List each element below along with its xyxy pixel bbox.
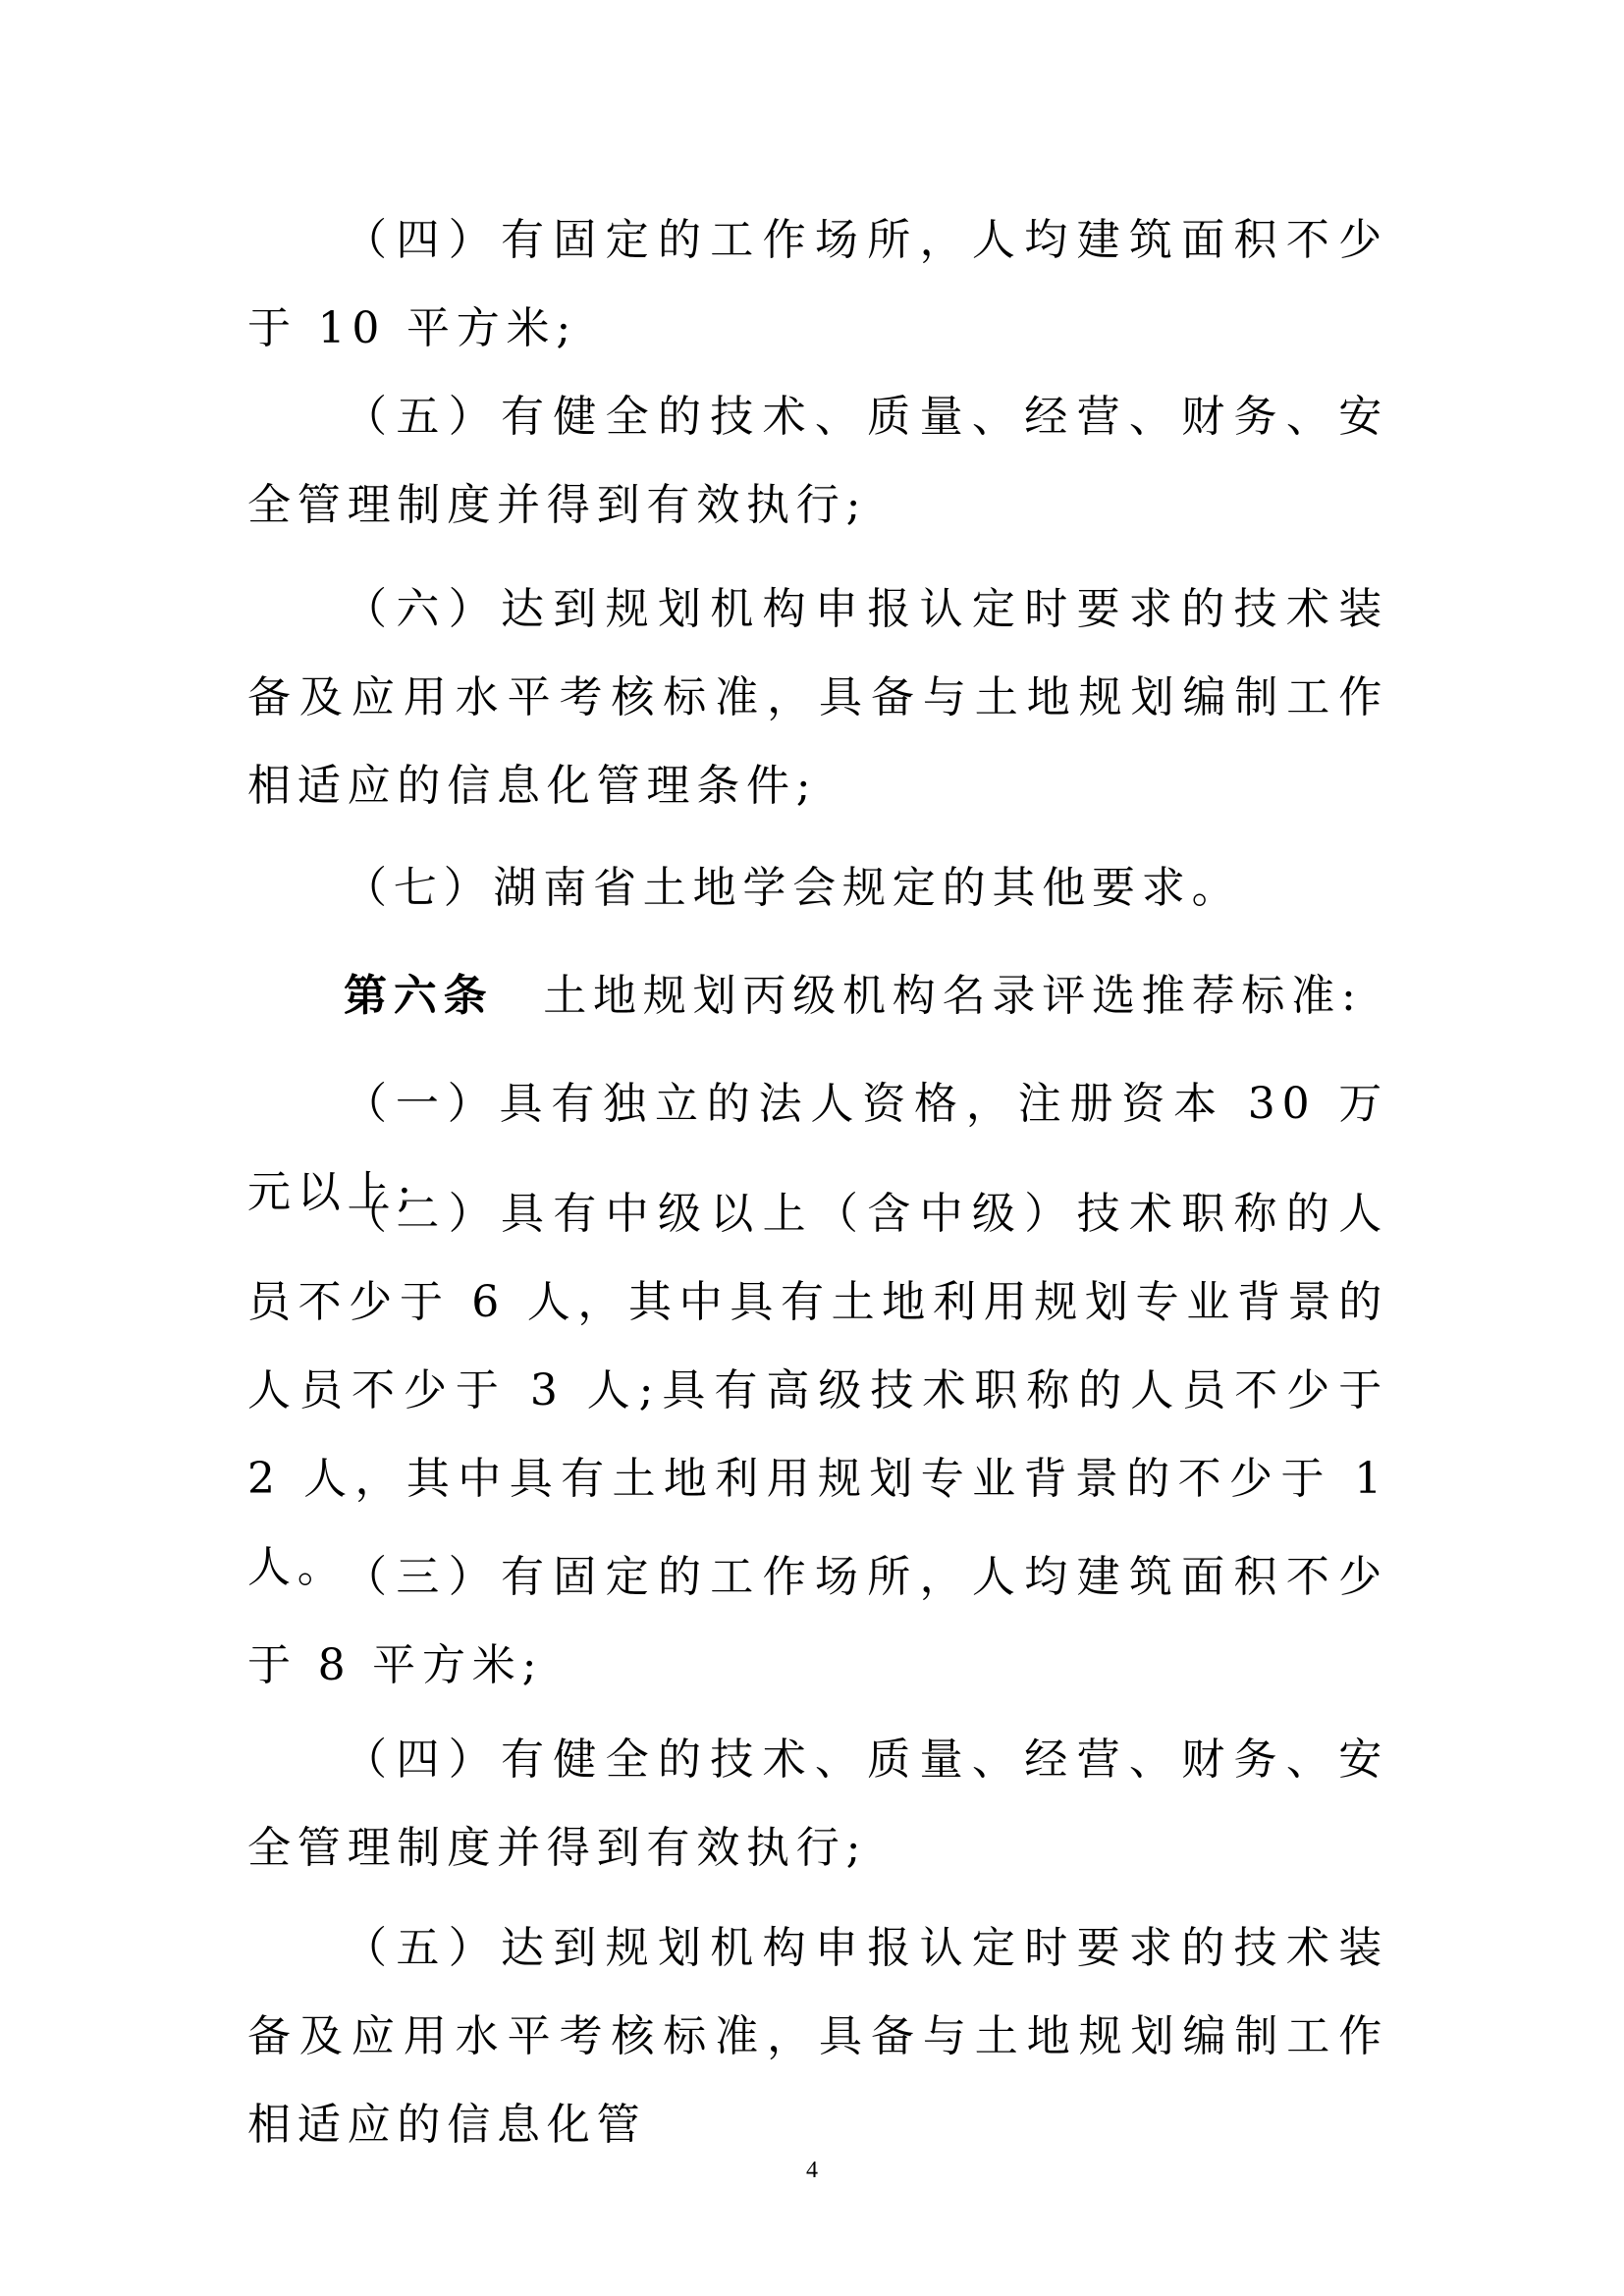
paragraph-item-6: （六）达到规划机构申报认定时要求的技术装备及应用水平考核标准，具备与土地规划编制工作相适应的信息化管理条件; — [247, 584, 1388, 811]
paragraph-item-4-second: （四）有健全的技术、质量、经营、财务、安全管理制度并得到有效执行; — [247, 1735, 1388, 1873]
paragraph-item-4: （四）有固定的工作场所，人均建筑面积不少于 10 平方米; — [247, 215, 1388, 353]
article-6-text: 土地规划丙级机构名录评选推荐标准: — [493, 971, 1363, 1021]
paragraph-item-1: （一）具有独立的法人资格，注册资本 30 万元以上; — [247, 1079, 1388, 1217]
paragraph-item-5: （五）有健全的技术、质量、经营、财务、安全管理制度并得到有效执行; — [247, 392, 1388, 530]
paragraph-item-7: （七）湖南省土地学会规定的其他要求。 — [344, 863, 1242, 913]
article-6-paragraph — [247, 952, 1388, 1041]
paragraph-item-5-second: （五）达到规划机构申报认定时要求的技术装备及应用水平考核标准，具备与土地规划编制工作相适应的信息化管 — [247, 1923, 1388, 2150]
page-number: 4 — [806, 2158, 818, 2183]
paragraph-item-3: （三）有固定的工作场所，人均建筑面积不少于 8 平方米; — [247, 1552, 1388, 1690]
paragraph-item-2: （二）具有中级以上（含中级）技术职称的人员不少于 6 人，其中具有土地利用规划专业背景的人员不少于 3 人;具有高级技术职称的人员不少于 2 人，其中具有土地利用规划专业背景的不少于 1 人。 — [247, 1189, 1388, 1592]
article-6-heading: 第六条 — [344, 971, 494, 1021]
